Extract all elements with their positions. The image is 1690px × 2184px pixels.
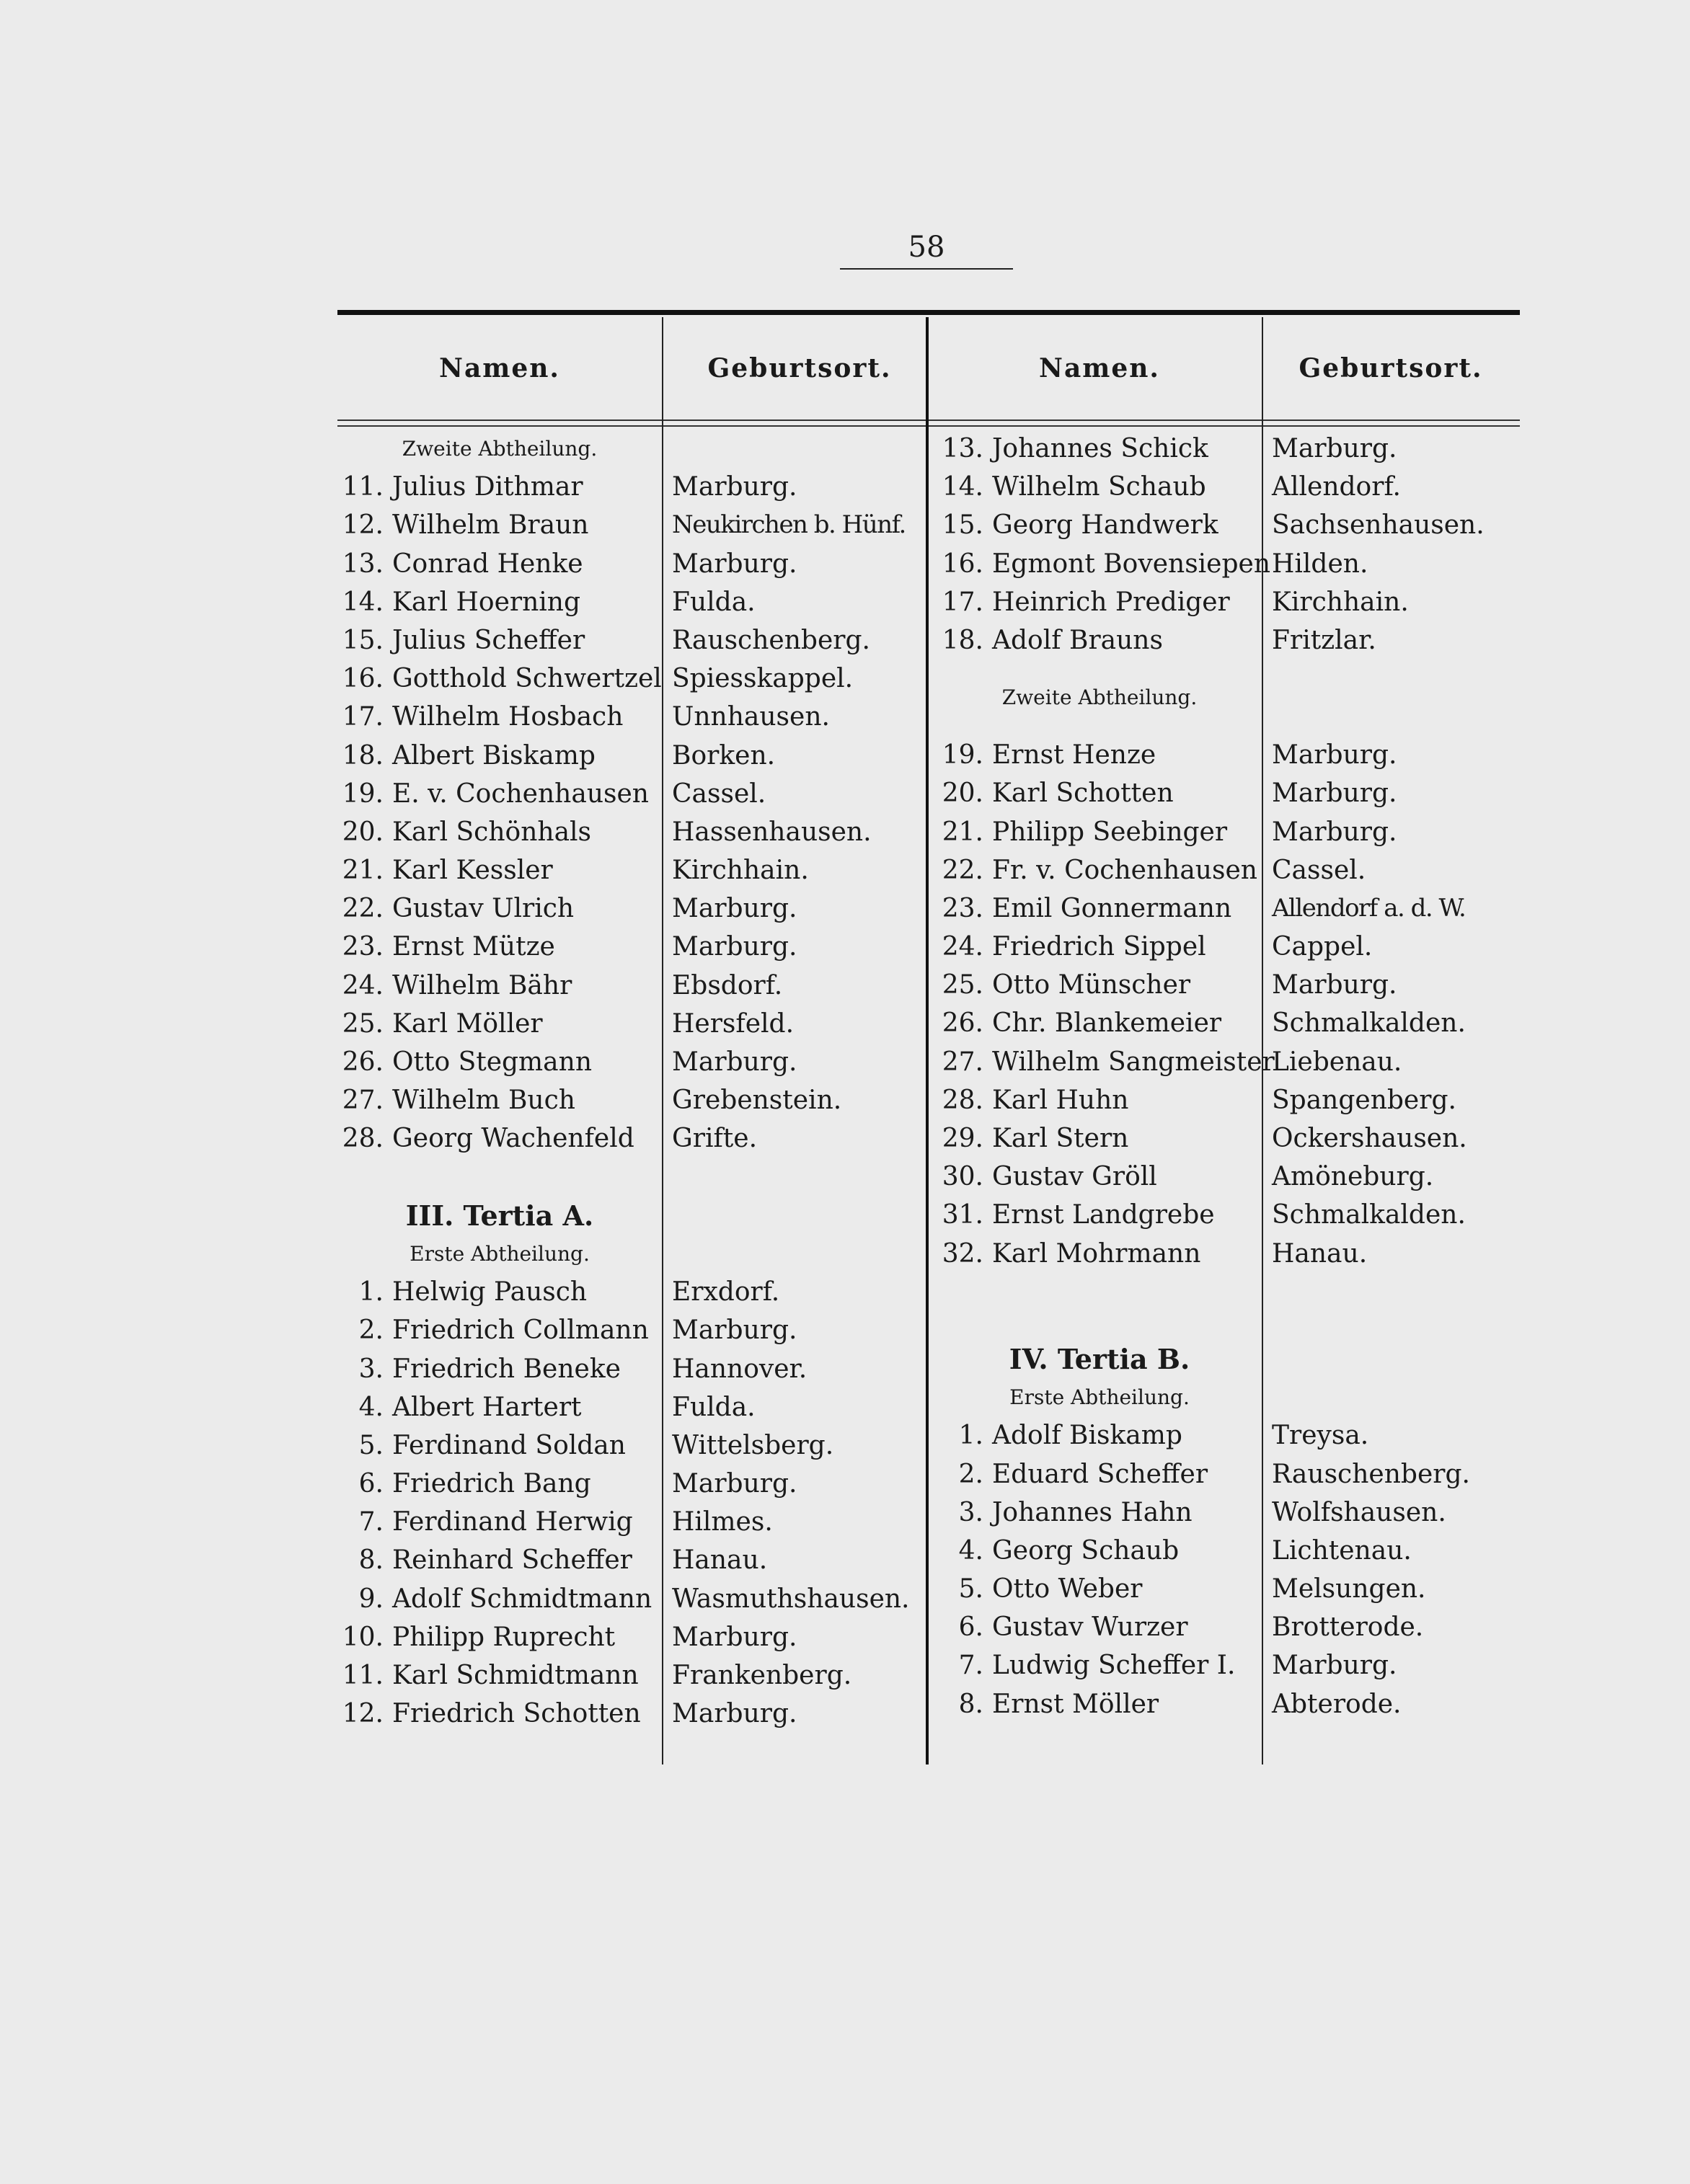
birthplace: Cassel. <box>1272 855 1366 885</box>
entry-number: 14. <box>342 587 384 617</box>
student-entry <box>337 775 662 813</box>
entry-number: 2. <box>358 1315 384 1346</box>
birthplace: Grifte. <box>672 1124 758 1154</box>
right-names-column <box>937 430 1275 1723</box>
birthplace: Erxdorf. <box>672 1277 780 1308</box>
student-name: Gustav Wurzer <box>992 1612 1188 1643</box>
student-name: Otto Münscher <box>992 970 1191 1000</box>
student-entry <box>937 1532 1262 1570</box>
section-heading: III. Tertia A. <box>405 1199 594 1232</box>
student-entry <box>937 468 1262 506</box>
entry-number: 21. <box>342 856 384 886</box>
student-name: Ernst Landgrebe <box>992 1200 1215 1230</box>
student-entry <box>937 1004 1262 1042</box>
student-entry <box>337 1081 662 1119</box>
column-divider-right <box>1262 317 1263 1764</box>
entry-number: 22. <box>942 855 983 885</box>
student-name: Friedrich Bang <box>392 1469 591 1499</box>
entry-number: 23. <box>342 932 384 962</box>
student-entry <box>337 506 662 544</box>
column-divider-center <box>926 317 929 1764</box>
left-zweite-places <box>672 468 924 1158</box>
student-name: Karl Schmidtmann <box>392 1661 639 1690</box>
entry-number: 19. <box>942 740 983 771</box>
student-entry <box>937 1416 1262 1455</box>
student-entry <box>337 1350 662 1388</box>
entry-number: 26. <box>942 1008 983 1039</box>
entry-number: 4. <box>958 1535 983 1566</box>
student-name: Wilhelm Braun <box>392 510 589 541</box>
birthplace: Wolfshausen. <box>1272 1497 1446 1527</box>
student-entry <box>337 545 662 583</box>
entry-number: 12. <box>342 1699 384 1729</box>
student-name: Philipp Ruprecht <box>392 1622 616 1652</box>
student-entry <box>937 1081 1262 1119</box>
student-name: Otto Weber <box>992 1574 1143 1604</box>
student-entry <box>337 1311 662 1349</box>
birthplace: Ockershausen. <box>1272 1124 1467 1153</box>
birthplace: Marburg. <box>1272 817 1397 847</box>
section-heading: IV. Tertia B. <box>1009 1342 1190 1375</box>
student-name: Wilhelm Bähr <box>392 970 572 1000</box>
entry-number: 24. <box>942 932 983 962</box>
student-name: E. v. Cochenhausen <box>392 778 649 809</box>
student-entry <box>937 545 1271 583</box>
student-name: Wilhelm Schaub <box>992 472 1206 502</box>
right-zweite-names <box>937 736 1275 1273</box>
entry-number: 6. <box>358 1469 384 1499</box>
student-entry <box>937 430 1262 468</box>
entry-number: 3. <box>958 1497 983 1527</box>
entry-number: 6. <box>958 1612 983 1643</box>
student-name: Ferdinand Soldan <box>392 1430 626 1460</box>
student-name: Gotthold Schwertzel <box>392 664 662 694</box>
student-entry <box>937 1493 1262 1532</box>
left-names-column <box>337 430 662 1733</box>
student-name: Otto Stegmann <box>392 1047 593 1077</box>
student-name: Karl Mohrmann <box>992 1238 1201 1269</box>
student-name: Gustav Ulrich <box>392 894 575 924</box>
student-name: Karl Schönhals <box>392 817 592 847</box>
top-rule <box>337 310 1520 315</box>
birthplace: Lichtenau. <box>1272 1535 1412 1566</box>
entry-number: 11. <box>342 1661 384 1690</box>
student-entry <box>337 1541 662 1579</box>
birthplace: Kirchhain. <box>1272 587 1409 617</box>
student-name: Ernst Henze <box>992 740 1156 771</box>
entry-number: 27. <box>942 1047 983 1077</box>
header-birthplace-right: Geburtsort. <box>1299 353 1483 383</box>
birthplace: Wittelsberg. <box>672 1430 834 1460</box>
student-name: Georg Handwerk <box>992 510 1218 541</box>
student-name: Karl Stern <box>992 1124 1129 1153</box>
entry-number: 1. <box>958 1421 983 1451</box>
student-name: Julius Dithmar <box>392 472 583 502</box>
birthplace: Marburg. <box>1272 970 1397 1000</box>
entry-number: 29. <box>942 1124 983 1153</box>
column-divider-left <box>662 317 663 1764</box>
student-name: Adolf Biskamp <box>992 1421 1182 1451</box>
student-name: Gustav Gröll <box>992 1162 1157 1192</box>
entry-number: 15. <box>942 510 983 541</box>
student-entry <box>937 1158 1262 1196</box>
subsection-heading: Erste Abtheilung. <box>410 1241 590 1266</box>
entry-number: 3. <box>358 1354 384 1384</box>
student-entry <box>937 1196 1262 1234</box>
birthplace: Marburg. <box>1272 740 1397 771</box>
entry-number: 28. <box>942 1085 983 1115</box>
entry-number: 17. <box>942 587 983 617</box>
student-entry <box>337 621 662 660</box>
student-name: Adolf Schmidtmann <box>392 1584 652 1614</box>
right-zweite-places <box>1272 736 1520 1273</box>
student-entry <box>337 813 662 851</box>
left-erste-places <box>672 1273 924 1733</box>
birthplace: Cappel. <box>1272 932 1373 962</box>
subsection-heading: Zweite Abtheilung. <box>1001 685 1198 710</box>
entry-number: 7. <box>958 1651 983 1681</box>
student-name: Conrad Henke <box>392 549 583 579</box>
entry-number: 30. <box>942 1162 983 1192</box>
birthplace: Marburg. <box>672 1047 797 1077</box>
entry-number: 12. <box>342 510 384 541</box>
student-entry <box>937 1455 1262 1493</box>
birthplace: Marburg. <box>672 1315 797 1346</box>
student-name: Ludwig Scheffer I. <box>992 1651 1236 1681</box>
student-entry <box>337 468 662 506</box>
entry-number: 19. <box>342 778 384 809</box>
entry-number: 16. <box>942 549 983 579</box>
entry-number: 2. <box>958 1459 983 1489</box>
student-table <box>337 310 1520 1766</box>
header-rule <box>337 420 1520 421</box>
student-entry <box>337 1465 662 1503</box>
birthplace: Abterode. <box>1272 1689 1402 1719</box>
birthplace: Cassel. <box>672 778 766 809</box>
birthplace: Hersfeld. <box>672 1008 795 1039</box>
entry-number: 20. <box>942 778 983 809</box>
student-entry <box>337 1656 662 1695</box>
student-entry <box>337 1695 662 1733</box>
birthplace: Ebsdorf. <box>672 970 783 1000</box>
entry-number: 27. <box>342 1086 384 1116</box>
student-entry <box>937 928 1262 966</box>
student-name: Adolf Brauns <box>992 625 1163 655</box>
page-number: 58 <box>840 231 1013 270</box>
birthplace: Brotterode. <box>1272 1612 1424 1643</box>
student-name: Johannes Hahn <box>992 1497 1193 1527</box>
entry-number: 5. <box>358 1430 384 1460</box>
student-entry <box>337 1426 662 1465</box>
student-entry <box>337 967 662 1005</box>
birthplace: Fulda. <box>672 587 756 617</box>
entry-number: 13. <box>342 549 384 579</box>
entry-number: 18. <box>342 740 384 771</box>
student-entry <box>337 1273 662 1311</box>
entry-number: 23. <box>942 893 983 923</box>
student-entry <box>937 506 1262 544</box>
entry-number: 25. <box>942 970 983 1000</box>
student-name: Helwig Pausch <box>392 1277 588 1308</box>
entry-number: 8. <box>958 1689 983 1719</box>
subsection-heading: Erste Abtheilung. <box>1009 1385 1190 1410</box>
entry-number: 25. <box>342 1008 384 1039</box>
entry-number: 31. <box>942 1200 983 1230</box>
birthplace: Schmalkalden. <box>1272 1008 1466 1039</box>
student-name: Karl Kessler <box>392 856 553 886</box>
birthplace: Fritzlar. <box>1272 625 1376 655</box>
student-name: Philipp Seebinger <box>992 817 1228 847</box>
left-places-column <box>672 430 924 1733</box>
student-name: Wilhelm Hosbach <box>392 702 624 732</box>
student-name: Julius Scheffer <box>392 625 585 655</box>
student-entry <box>937 1235 1262 1273</box>
birthplace: Marburg. <box>1272 1651 1397 1681</box>
student-entry <box>937 1119 1262 1158</box>
birthplace: Liebenau. <box>1272 1047 1402 1077</box>
entry-number: 32. <box>942 1238 983 1269</box>
right-top-names <box>937 430 1271 660</box>
birthplace: Allendorf. <box>1272 472 1401 502</box>
birthplace: Spiesskappel. <box>672 664 854 694</box>
student-name: Wilhelm Buch <box>392 1086 575 1116</box>
student-name: Emil Gonnermann <box>992 893 1232 923</box>
student-name: Chr. Blankemeier <box>992 1008 1222 1039</box>
entry-number: 15. <box>342 625 384 655</box>
birthplace: Marburg. <box>672 932 797 962</box>
student-name: Ernst Möller <box>992 1689 1159 1719</box>
birthplace: Hilden. <box>1272 549 1368 579</box>
student-name: Fr. v. Cochenhausen <box>992 855 1257 885</box>
student-name: Karl Huhn <box>992 1085 1129 1115</box>
entry-number: 5. <box>958 1574 983 1604</box>
right-erste-places <box>1272 1416 1520 1723</box>
birthplace: Marburg. <box>672 1699 797 1729</box>
entry-number: 14. <box>942 472 983 502</box>
student-name: Johannes Schick <box>992 434 1208 463</box>
entry-number: 9. <box>358 1584 384 1614</box>
student-name: Ernst Mütze <box>392 932 555 962</box>
student-entry <box>937 1043 1275 1081</box>
birthplace: Rauschenberg. <box>1272 1459 1470 1489</box>
entry-number: 8. <box>358 1545 384 1576</box>
birthplace: Marburg. <box>672 549 797 579</box>
birthplace: Wasmuthshausen. <box>672 1584 910 1614</box>
student-entry <box>937 736 1262 774</box>
student-entry <box>337 660 662 698</box>
student-name: Reinhard Scheffer <box>392 1545 632 1576</box>
student-entry <box>337 1388 662 1426</box>
student-name: Wilhelm Sangmeister <box>992 1047 1275 1077</box>
entry-number: 1. <box>358 1277 384 1308</box>
birthplace: Amöneburg. <box>1272 1162 1434 1192</box>
student-name: Friedrich Beneke <box>392 1354 621 1384</box>
student-name: Georg Wachenfeld <box>392 1124 634 1154</box>
student-entry <box>937 583 1262 621</box>
student-name: Egmont Bovensiepen <box>992 549 1271 579</box>
entry-number: 22. <box>342 894 384 924</box>
birthplace: Treysa. <box>1272 1421 1369 1451</box>
left-zweite-names <box>337 468 662 1158</box>
entry-number: 7. <box>358 1507 384 1537</box>
entry-number: 18. <box>942 625 983 655</box>
birthplace: Frankenberg. <box>672 1661 852 1690</box>
birthplace: Melsungen. <box>1272 1574 1426 1604</box>
birthplace: Marburg. <box>1272 778 1397 809</box>
student-entry <box>937 1608 1262 1646</box>
birthplace: Kirchhain. <box>672 856 809 886</box>
student-entry <box>337 851 662 889</box>
birthplace: Neukirchen b. Hünf. <box>672 510 906 540</box>
birthplace: Borken. <box>672 740 776 771</box>
birthplace: Marburg. <box>672 1622 797 1652</box>
birthplace: Marburg. <box>672 1469 797 1499</box>
header-birthplace-left: Geburtsort. <box>707 353 892 383</box>
student-entry <box>337 583 662 621</box>
student-entry <box>937 1570 1262 1608</box>
entry-number: 21. <box>942 817 983 847</box>
header-names-left: Namen. <box>439 353 560 383</box>
birthplace: Unnhausen. <box>672 702 830 732</box>
student-name: Karl Möller <box>392 1008 543 1039</box>
birthplace: Spangenberg. <box>1272 1085 1456 1115</box>
entry-number: 11. <box>342 472 384 502</box>
student-name: Friedrich Sippel <box>992 932 1206 962</box>
birthplace: Marburg. <box>672 472 797 502</box>
birthplace: Marburg. <box>672 894 797 924</box>
entry-number: 26. <box>342 1047 384 1077</box>
entry-number: 17. <box>342 702 384 732</box>
student-name: Eduard Scheffer <box>992 1459 1208 1489</box>
student-entry <box>337 928 662 966</box>
student-entry <box>937 813 1262 851</box>
birthplace: Sachsenhausen. <box>1272 510 1485 541</box>
right-top-places <box>1272 430 1520 660</box>
student-name: Albert Hartert <box>392 1392 582 1422</box>
birthplace: Hassenhausen. <box>672 817 872 847</box>
subsection-heading: Zweite Abtheilung. <box>402 437 598 461</box>
student-entry <box>337 1503 662 1541</box>
student-entry <box>937 851 1262 889</box>
student-entry <box>337 1043 662 1081</box>
entry-number: 28. <box>342 1124 384 1154</box>
student-entry <box>337 698 662 736</box>
entry-number: 16. <box>342 664 384 694</box>
birthplace: Schmalkalden. <box>1272 1200 1466 1230</box>
header-names-right: Namen. <box>1039 353 1160 383</box>
birthplace: Rauschenberg. <box>672 625 870 655</box>
student-entry <box>937 774 1262 812</box>
student-name: Friedrich Collmann <box>392 1315 649 1346</box>
student-entry <box>337 1005 662 1043</box>
student-entry <box>937 1646 1262 1684</box>
student-entry <box>937 966 1262 1004</box>
right-places-column <box>1272 430 1520 1723</box>
student-name: Friedrich Schotten <box>392 1699 641 1729</box>
student-name: Ferdinand Herwig <box>392 1507 633 1537</box>
entry-number: 20. <box>342 817 384 847</box>
left-erste-names <box>337 1273 662 1733</box>
right-erste-names <box>937 1416 1262 1723</box>
student-entry <box>337 737 662 775</box>
birthplace: Marburg. <box>1272 434 1397 463</box>
student-name: Albert Biskamp <box>392 740 596 771</box>
student-name: Karl Schotten <box>992 778 1174 809</box>
entry-number: 13. <box>942 434 983 463</box>
student-name: Heinrich Prediger <box>992 587 1230 617</box>
entry-number: 24. <box>342 970 384 1000</box>
student-entry <box>337 1119 662 1158</box>
entry-number: 10. <box>342 1622 384 1652</box>
student-entry <box>937 621 1262 660</box>
birthplace: Hannover. <box>672 1354 808 1384</box>
student-entry <box>937 1685 1262 1723</box>
header-rule-double <box>337 425 1520 427</box>
birthplace: Fulda. <box>672 1392 756 1422</box>
birthplace: Hanau. <box>672 1545 768 1576</box>
student-entry <box>337 1618 662 1656</box>
birthplace: Hanau. <box>1272 1238 1368 1269</box>
birthplace: Grebenstein. <box>672 1086 842 1116</box>
student-entry <box>937 889 1262 928</box>
entry-number: 4. <box>358 1392 384 1422</box>
student-entry <box>337 889 662 928</box>
student-name: Georg Schaub <box>992 1535 1180 1566</box>
student-name: Karl Hoerning <box>392 587 581 617</box>
birthplace: Hilmes. <box>672 1507 773 1537</box>
student-entry <box>337 1580 662 1618</box>
birthplace: Allendorf a. d. W. <box>1272 893 1466 923</box>
